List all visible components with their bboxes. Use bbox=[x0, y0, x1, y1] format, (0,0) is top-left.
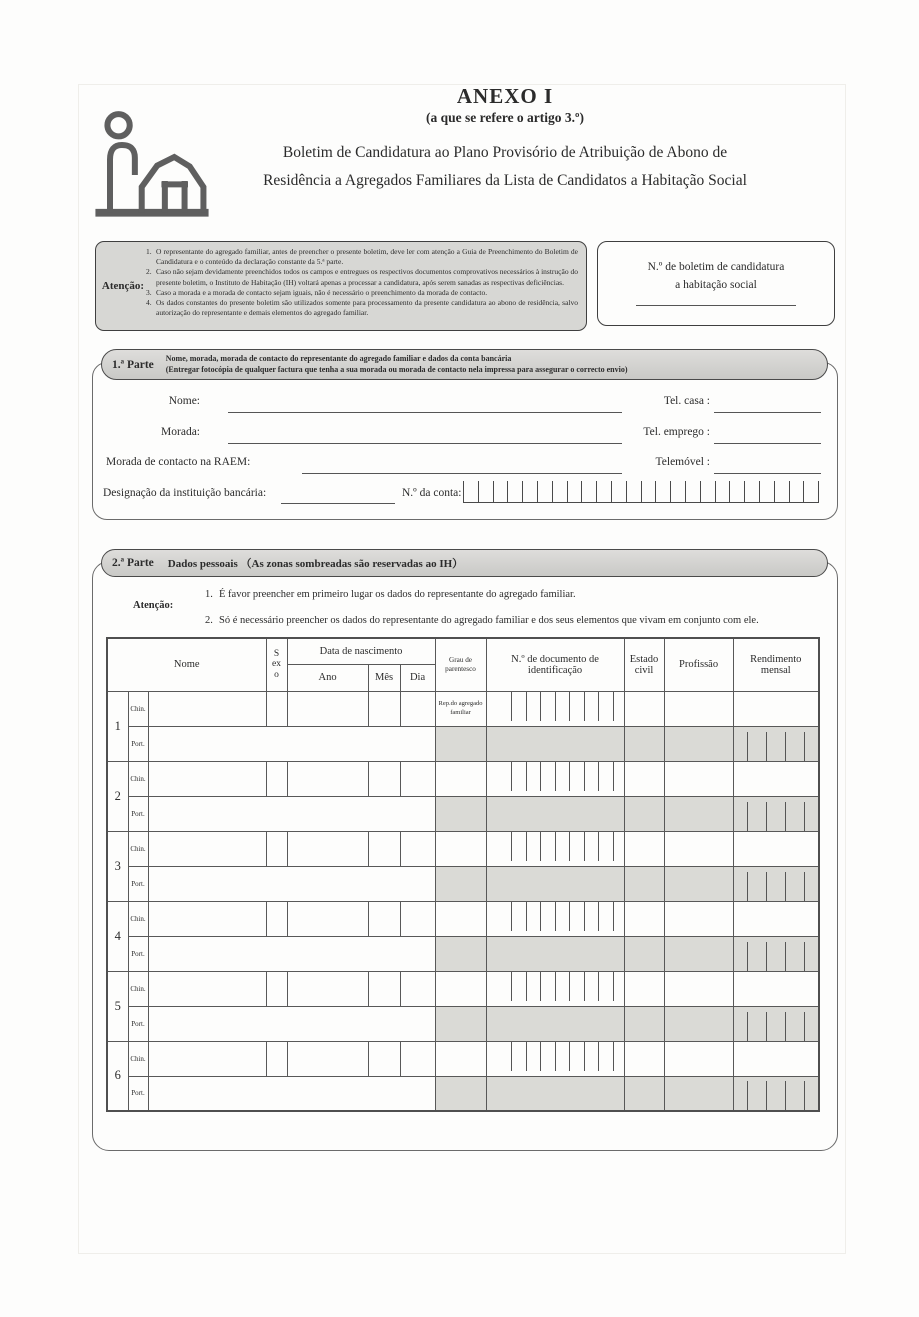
cell-profissao bbox=[664, 901, 733, 936]
col-header-rendimento: Rendimento mensal bbox=[733, 638, 819, 691]
field-line-morada bbox=[228, 427, 622, 444]
member-number: 4 bbox=[107, 901, 128, 971]
cell-sexo bbox=[266, 831, 287, 866]
attention-label: Atenção: bbox=[101, 280, 145, 292]
cell-documento bbox=[486, 761, 624, 796]
member-number: 6 bbox=[107, 1041, 128, 1111]
attention-item bbox=[146, 247, 578, 267]
part2-heading: Dados pessoais （As zonas sombreadas são reservadas ao IH） bbox=[167, 558, 464, 570]
cell-nome-port bbox=[148, 726, 435, 761]
member-row-chinese bbox=[107, 971, 819, 1006]
cell-grau-reserved bbox=[435, 936, 486, 971]
cell-sexo bbox=[266, 761, 287, 796]
cell-documento bbox=[486, 691, 624, 726]
cell-rendimento-reserved bbox=[733, 796, 819, 831]
member-row-chinese bbox=[107, 831, 819, 866]
cell-documento-reserved bbox=[486, 1076, 624, 1111]
cell-documento-reserved bbox=[486, 1006, 624, 1041]
cell-mes bbox=[368, 831, 400, 866]
member-row-chinese bbox=[107, 691, 819, 726]
cell-nome bbox=[148, 971, 266, 1006]
part1-heading-line1: Nome, morada, morada de contacto do representante do agregado familiar e dados da conta bancária bbox=[165, 354, 512, 363]
field-label-morada: Morada: bbox=[161, 426, 200, 438]
cell-nome bbox=[148, 831, 266, 866]
lang-label-port: Port. bbox=[128, 866, 148, 901]
cell-rendimento bbox=[733, 831, 819, 866]
cell-grau-reserved bbox=[435, 866, 486, 901]
cell-nome bbox=[148, 1041, 266, 1076]
cell-mes bbox=[368, 901, 400, 936]
field-label-tel-casa: Tel. casa : bbox=[663, 395, 710, 407]
field-line-telemovel bbox=[714, 457, 821, 474]
form-title-line2: Residência a Agregados Familiares da Lista de Candidatos a Habitação Social bbox=[263, 172, 747, 189]
family-members-table bbox=[106, 637, 820, 1112]
cell-grau-parentesco bbox=[435, 761, 486, 796]
part2-attention-item bbox=[205, 615, 805, 626]
lang-label-chin: Chin. bbox=[128, 691, 148, 726]
cell-grau-parentesco bbox=[435, 1041, 486, 1076]
cell-grau-parentesco: Rep.do agregado familiar bbox=[435, 691, 486, 726]
member-number: 1 bbox=[107, 691, 128, 761]
cell-dia bbox=[400, 761, 435, 796]
part1-header bbox=[101, 349, 828, 380]
cell-estado-civil bbox=[624, 691, 664, 726]
cell-estado-reserved bbox=[624, 866, 664, 901]
cell-dia bbox=[400, 901, 435, 936]
cell-ano bbox=[287, 971, 368, 1006]
cell-profissao-reserved bbox=[664, 936, 733, 971]
cell-estado-reserved bbox=[624, 726, 664, 761]
cell-grau-reserved bbox=[435, 726, 486, 761]
application-number-box bbox=[597, 241, 835, 326]
account-number-comb-field bbox=[463, 481, 819, 503]
cell-mes bbox=[368, 971, 400, 1006]
cell-documento bbox=[486, 971, 624, 1006]
part2-attention-item-text: Só é necessário preencher os dados do representante do agregado familiar e dos seus elementos que vivam em conjunto com ele. bbox=[219, 615, 759, 626]
cell-nome-port bbox=[148, 866, 435, 901]
part1-label: 1.ª Parte bbox=[112, 358, 154, 371]
cell-dia bbox=[400, 971, 435, 1006]
member-number: 3 bbox=[107, 831, 128, 901]
cell-profissao-reserved bbox=[664, 1076, 733, 1111]
annex-subtitle: (a que se refere o artigo 3.º) bbox=[425, 110, 585, 125]
cell-nome bbox=[148, 761, 266, 796]
application-number-write-line bbox=[636, 305, 796, 306]
cell-documento-reserved bbox=[486, 866, 624, 901]
cell-mes bbox=[368, 691, 400, 726]
cell-estado-civil bbox=[624, 831, 664, 866]
form-title-line1: Boletim de Candidatura ao Plano Provisório de Atribuição de Abono de bbox=[282, 144, 728, 161]
part1-heading-line2: (Entregar fotocópia de qualquer factura que tenha a sua morada ou morada de contacto nela impressa para assegurar o correcto envio) bbox=[165, 364, 628, 374]
lang-label-port: Port. bbox=[128, 936, 148, 971]
cell-sexo bbox=[266, 901, 287, 936]
cell-grau-parentesco bbox=[435, 901, 486, 936]
cell-estado-reserved bbox=[624, 936, 664, 971]
cell-profissao-reserved bbox=[664, 866, 733, 901]
lang-label-chin: Chin. bbox=[128, 901, 148, 936]
cell-documento-reserved bbox=[486, 936, 624, 971]
field-label-telemovel: Telemóvel : bbox=[655, 456, 710, 468]
field-line-tel-emprego bbox=[714, 427, 821, 444]
cell-profissao bbox=[664, 831, 733, 866]
application-number-label-line2: a habitação social bbox=[675, 279, 757, 291]
field-line-nome bbox=[228, 396, 622, 413]
attention-item bbox=[146, 288, 578, 298]
attention-item-number: 2. bbox=[146, 267, 152, 277]
cell-dia bbox=[400, 1041, 435, 1076]
col-header-data-nascimento: Data de nascimento bbox=[287, 638, 435, 664]
lang-label-chin: Chin. bbox=[128, 831, 148, 866]
cell-rendimento bbox=[733, 901, 819, 936]
cell-profissao bbox=[664, 761, 733, 796]
cell-rendimento bbox=[733, 691, 819, 726]
cell-profissao bbox=[664, 691, 733, 726]
lang-label-port: Port. bbox=[128, 1076, 148, 1111]
attention-item-number: 3. bbox=[146, 287, 152, 297]
application-number-label-line1: N.º de boletim de candidatura bbox=[647, 261, 785, 273]
cell-rendimento-reserved bbox=[733, 866, 819, 901]
cell-documento bbox=[486, 1041, 624, 1076]
col-header-profissao: Profissão bbox=[664, 638, 733, 691]
field-line-morada-contacto bbox=[302, 457, 622, 474]
cell-documento-reserved bbox=[486, 796, 624, 831]
part2-attention-label: Atenção: bbox=[133, 600, 174, 611]
field-line-banco bbox=[281, 488, 395, 504]
attention-box bbox=[95, 241, 587, 331]
attention-item bbox=[146, 267, 578, 287]
cell-rendimento bbox=[733, 971, 819, 1006]
cell-rendimento bbox=[733, 761, 819, 796]
col-header-documento: N.º de documento de identificação bbox=[486, 638, 624, 691]
annex-title: ANEXO I bbox=[456, 84, 554, 108]
cell-nome bbox=[148, 901, 266, 936]
cell-rendimento-reserved bbox=[733, 1076, 819, 1111]
field-line-tel-casa bbox=[714, 396, 821, 413]
member-row-portuguese bbox=[107, 796, 819, 831]
cell-sexo bbox=[266, 1041, 287, 1076]
member-row-portuguese bbox=[107, 1076, 819, 1111]
cell-ano bbox=[287, 1041, 368, 1076]
part1-heading bbox=[166, 354, 628, 375]
field-label-conta: N.º da conta: bbox=[402, 487, 462, 499]
member-row-portuguese bbox=[107, 936, 819, 971]
field-label-nome: Nome: bbox=[168, 395, 200, 407]
col-header-mes: Mês bbox=[368, 664, 400, 691]
cell-estado-civil bbox=[624, 901, 664, 936]
cell-sexo bbox=[266, 971, 287, 1006]
cell-estado-civil bbox=[624, 761, 664, 796]
member-number: 2 bbox=[107, 761, 128, 831]
cell-rendimento-reserved bbox=[733, 936, 819, 971]
attention-item-number: 1. bbox=[146, 247, 152, 256]
part2-header bbox=[101, 549, 828, 577]
cell-rendimento-reserved bbox=[733, 726, 819, 761]
part2-label: 2.ª Parte bbox=[112, 557, 154, 569]
cell-profissao bbox=[664, 971, 733, 1006]
lang-label-chin: Chin. bbox=[128, 761, 148, 796]
field-label-tel-emprego: Tel. emprego : bbox=[643, 426, 710, 438]
cell-estado-reserved bbox=[624, 1006, 664, 1041]
cell-nome-port bbox=[148, 796, 435, 831]
cell-sexo bbox=[266, 691, 287, 726]
cell-mes bbox=[368, 1041, 400, 1076]
lang-label-port: Port. bbox=[128, 726, 148, 761]
part2-attention-item bbox=[205, 589, 805, 600]
cell-nome-port bbox=[148, 1076, 435, 1111]
attention-item bbox=[146, 298, 578, 318]
attention-item-text: O representante do agregado familiar, antes de preencher o presente boletim, deve ler com atenção a Guia de Preenchimento do Boletim de Candidatura e o conteúdo da declaração constante da 5.ª parte. bbox=[156, 247, 578, 267]
member-number: 5 bbox=[107, 971, 128, 1041]
cell-estado-civil bbox=[624, 971, 664, 1006]
col-header-grau-parentesco: Grau de parentesco bbox=[435, 638, 486, 691]
member-row-portuguese bbox=[107, 1006, 819, 1041]
part2-attention-item-number: 2. bbox=[205, 615, 213, 626]
cell-grau-reserved bbox=[435, 796, 486, 831]
cell-profissao-reserved bbox=[664, 1006, 733, 1041]
cell-estado-reserved bbox=[624, 1076, 664, 1111]
attention-item-text: Caso não sejam devidamente preenchidos todos os campos e entregues os respectivos documentos comprovativos necessários à instrução do presente boletim, o Instituto de Habitação (IH) voltará apenas a processar a candidatura, após serem sanadas as respectivas deficiências. bbox=[156, 267, 578, 287]
cell-mes bbox=[368, 761, 400, 796]
lang-label-port: Port. bbox=[128, 796, 148, 831]
part2-attention-item-number: 1. bbox=[205, 589, 213, 600]
col-header-sexo: Sexo bbox=[266, 638, 287, 691]
member-row-portuguese bbox=[107, 866, 819, 901]
col-header-dia: Dia bbox=[400, 664, 435, 691]
member-row-chinese bbox=[107, 901, 819, 936]
cell-grau-parentesco bbox=[435, 831, 486, 866]
lang-label-chin: Chin. bbox=[128, 971, 148, 1006]
cell-nome-port bbox=[148, 1006, 435, 1041]
col-header-estado-civil: Estado civil bbox=[624, 638, 664, 691]
cell-ano bbox=[287, 901, 368, 936]
cell-documento bbox=[486, 901, 624, 936]
cell-grau-reserved bbox=[435, 1006, 486, 1041]
cell-dia bbox=[400, 691, 435, 726]
member-row-chinese bbox=[107, 1041, 819, 1076]
lang-label-port: Port. bbox=[128, 1006, 148, 1041]
cell-profissao-reserved bbox=[664, 726, 733, 761]
cell-ano bbox=[287, 761, 368, 796]
cell-nome bbox=[148, 691, 266, 726]
cell-documento-reserved bbox=[486, 726, 624, 761]
cell-ano bbox=[287, 691, 368, 726]
member-row-chinese bbox=[107, 761, 819, 796]
cell-estado-civil bbox=[624, 1041, 664, 1076]
cell-grau-reserved bbox=[435, 1076, 486, 1111]
cell-profissao-reserved bbox=[664, 796, 733, 831]
cell-documento bbox=[486, 831, 624, 866]
col-header-ano: Ano bbox=[287, 664, 368, 691]
col-header-nome: Nome bbox=[107, 638, 266, 691]
cell-profissao bbox=[664, 1041, 733, 1076]
field-label-banco: Designação da instituição bancária: bbox=[103, 487, 267, 499]
cell-nome-port bbox=[148, 936, 435, 971]
cell-rendimento-reserved bbox=[733, 1006, 819, 1041]
attention-item-number: 4. bbox=[146, 298, 152, 308]
member-row-portuguese bbox=[107, 726, 819, 761]
lang-label-chin: Chin. bbox=[128, 1041, 148, 1076]
attention-item-text: Os dados constantes do presente boletim são utilizados somente para processamento da presente candidatura ao abono de residência, salvo autorização do representante e demais elementos do agregado familiar. bbox=[156, 298, 578, 318]
cell-ano bbox=[287, 831, 368, 866]
cell-dia bbox=[400, 831, 435, 866]
cell-grau-parentesco bbox=[435, 971, 486, 1006]
part2-attention-item-text: É favor preencher em primeiro lugar os dados do representante do agregado familiar. bbox=[219, 589, 576, 600]
attention-item-text: Caso a morada e a morada de contacto sejam iguais, não é necessário o preenchimento da morada de contacto. bbox=[156, 287, 488, 297]
cell-estado-reserved bbox=[624, 796, 664, 831]
field-label-morada-contacto: Morada de contacto na RAEM: bbox=[106, 456, 251, 468]
cell-rendimento bbox=[733, 1041, 819, 1076]
